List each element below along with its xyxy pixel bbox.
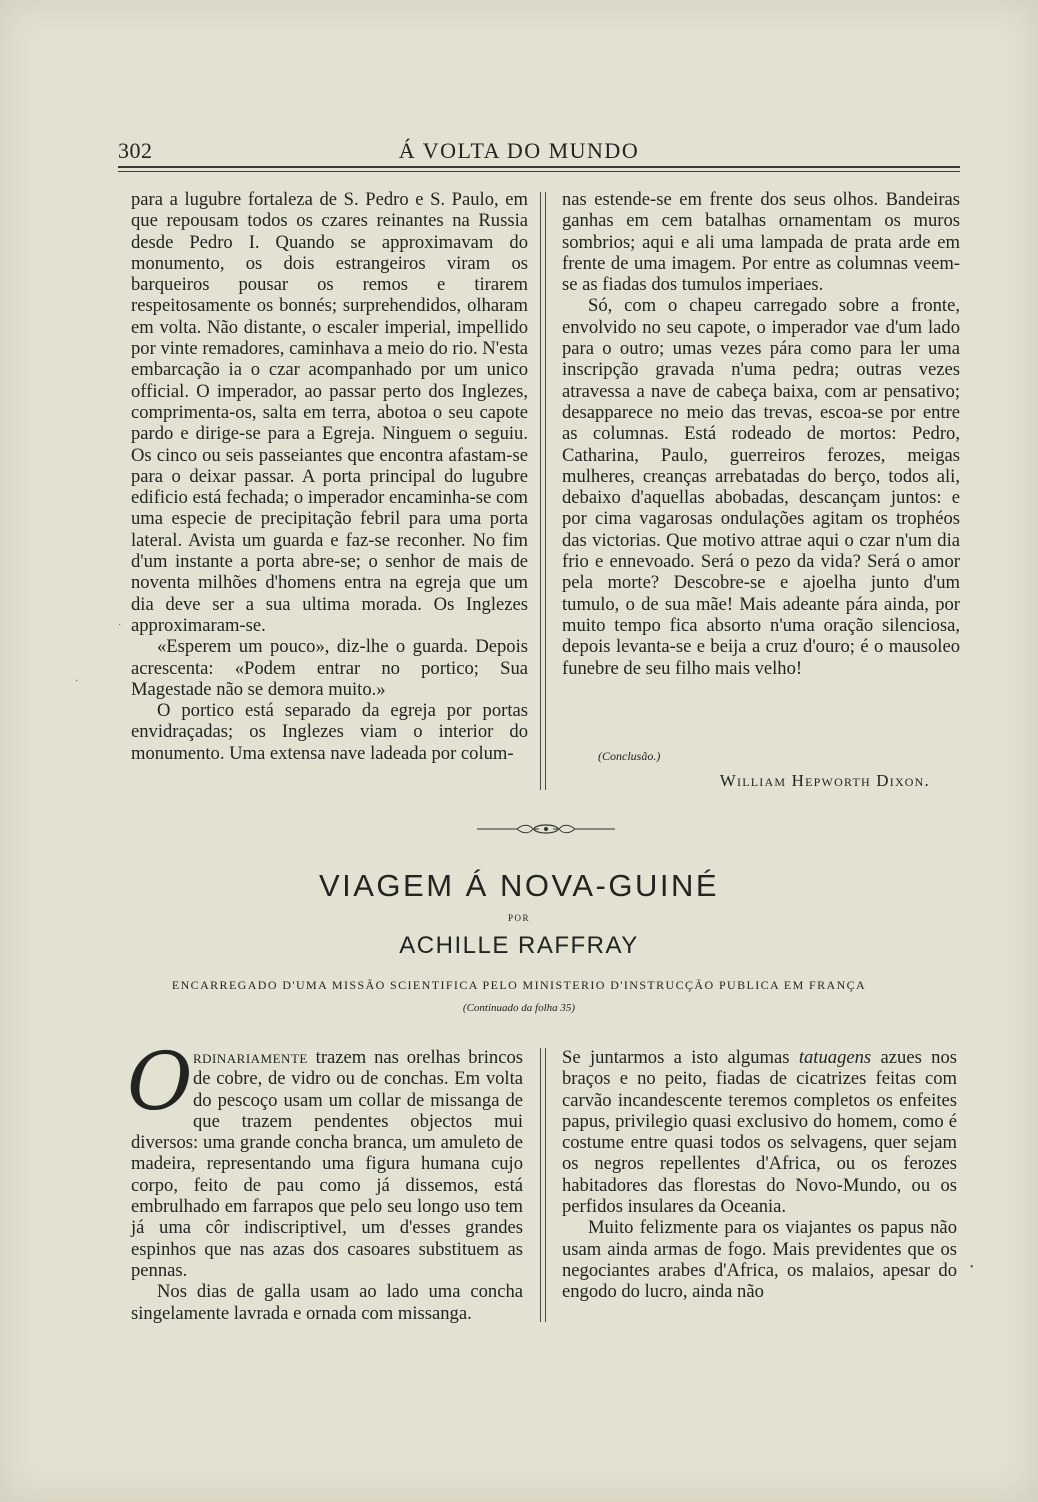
paragraph: Muito felizmente para os viajantes os papus não usam ainda armas de fogo. Mais previdentes que os negociantes arabes d'Africa, os malaios, apesar do engodo do lucro, ainda não: [562, 1217, 957, 1303]
paragraph: nas estende-se em frente dos seus olhos. Bandeiras ganhas em cem batalhas ornamentam os muros sombrios; aqui e ali uma lampada de prata arde em frente de uma imagem. Por entre as columnas veem-se as fiadas dos tumulos imperiaes.: [562, 189, 960, 296]
paragraph: para a lugubre fortaleza de S. Pedro e S. Paulo, em que repousam todos os czares reinantes na Russia desde Pedro I. Quando se approximavam do monumento, os dois estrangeiros viram os barqueiros pousar os remos e tirarem respeitosamente os bonnés; surprehendidos, olharam em volta. Não distante, o escaler imperial, impellido por vinte remadores, caminhava a meio do rio. N'esta embarcação ia o czar acompanhado por um unico official. O imperador, ao passar perto dos Inglezes, comprimenta-os, salta em terra, abotoa o seu capote pardo e dirige-se para a Egreja. Ninguem o seguiu. Os cinco ou seis passeiantes que encontra afastam-se para o deixar passar. A porta principal do lugubre edificio está fechada; o imperador encaminha-se com uma especie de precipitação febril para uma porta lateral. Avista um guarda e faz-se reconher. No fim d'um instante a porta abre-se; o senhor de mais de noventa milhões d'homens entra na egreja que um dia deve ser a sua ultima morada. Os Inglezes approximaram-se.: [131, 189, 528, 636]
paragraph: Nos dias de galla usam ao lado uma concha singelamente lavrada e ornada com missanga.: [131, 1281, 523, 1324]
ornament-divider: [477, 818, 615, 840]
conclusion-note: (Conclusão.): [598, 749, 661, 763]
paragraph-text: trazem nas orelhas brincos de cobre, de vidro ou de conchas. Em volta do pescoço usam um collar de missanga de que trazem pendentes objectos mui diversos: uma grande concha branca, um amuleto de madeira, representando uma figura humana cujo corpo, feito de pau como já dissemos, está embrulhado em farrapos que pelo seu longo uso tem já uma côr indiscriptivel, um d'esses grandes espinhos que nas azas dos casoares substituem as pennas.: [131, 1047, 523, 1281]
bottom-right-column: [562, 1047, 957, 1303]
paragraph: O portico está separado da egreja por portas envidraçadas; os Inglezes viam o interior do monumento. Uma extensa nave ladeada por colum-: [131, 700, 528, 764]
running-title: Á VOLTA DO MUNDO: [398, 138, 640, 163]
byline-por: POR: [507, 913, 530, 923]
continued-note: (Continuado da folha 35): [462, 1002, 576, 1014]
page-number: 302: [118, 138, 153, 163]
top-left-column: [131, 189, 528, 764]
article-author: William Hepworth Dixon.: [719, 771, 930, 790]
paragraph: [562, 1047, 957, 1217]
paragraph: Só, com o chapeu carregado sobre a fronte, envolvido no seu capote, o imperador vae d'um lado para o outro; umas vezes pára como para ler uma inscripção gravada n'uma pedra; outras vezes atravessa a nave de cabeça baixa, com ar pensativo; desapparece no meio das trevas, escoa-se por entre as columnas. Está rodeado de mortos: Pedro, Catharina, Paulo, guerreiros ferozes, meigas mulheres, creanças arrebatadas do berço, todos ali, debaixo d'aquellas abobadas, descançam juntos: e por cima vagarosas ondulações agitam os trophéos das victorias. Que motivo attrae aqui o czar n'um dia frio e ennevoado. Será o pezo da vida? Será o amor pela morte? Descobre-se e ajoelha junto d'um tumulo, o de sua mãe! Mais adeante pára ainda, por muito tempo fica absorto n'uma oração silenciosa, depois levanta-se e beija a cruz d'ouro; é o mausoleo funebre de seu filho mais velho!: [562, 295, 960, 679]
paragraph-text: Se juntarmos a isto algumas: [562, 1047, 799, 1068]
italic-word: tatuagens: [798, 1047, 872, 1068]
drop-cap-space: [131, 1047, 193, 1131]
paragraph-text: azues nos braços e no peito, fiadas de cicatrizes feitas com carvão incandescente teremos completos os enfeites papus, privilegio quasi exclusivo do homem, como é costume entre quasi todos os selvagens, quer sejam os negros repellentes d'Africa, ou os ferozes habitadores das florestas do Novo-Mundo, ou os perfidos insulares da Oceania.: [562, 1047, 957, 1218]
paragraph: «Esperem um pouco», diz-lhe o guarda. Depois acrescenta: «Podem entrar no portico; Sua Magestade não se demora muito.»: [131, 636, 528, 700]
top-right-column: [562, 189, 960, 679]
scan-speck: •: [970, 1262, 974, 1273]
author-mission: ENCARREGADO D'UMA MISSÃO SCIENTIFICA PELO MINISTERIO D'INSTRUCÇÃO PUBLICA EM FRANÇA: [171, 978, 867, 992]
bottom-left-column: [131, 1047, 523, 1324]
article-title: VIAGEM Á NOVA-GUINÉ: [318, 868, 720, 903]
drop-cap: O: [127, 1035, 193, 1128]
header-rule-thin: [118, 171, 960, 172]
column-rule: [540, 192, 546, 790]
first-word: rdinariamente: [193, 1047, 308, 1068]
header-rule: [118, 166, 960, 168]
scan-speck: ·: [75, 676, 79, 687]
scan-speck: ·: [118, 620, 122, 631]
column-rule: [540, 1048, 546, 1322]
paragraph: [131, 1047, 523, 1281]
article-byline: ACHILLE RAFFRAY: [399, 932, 639, 959]
